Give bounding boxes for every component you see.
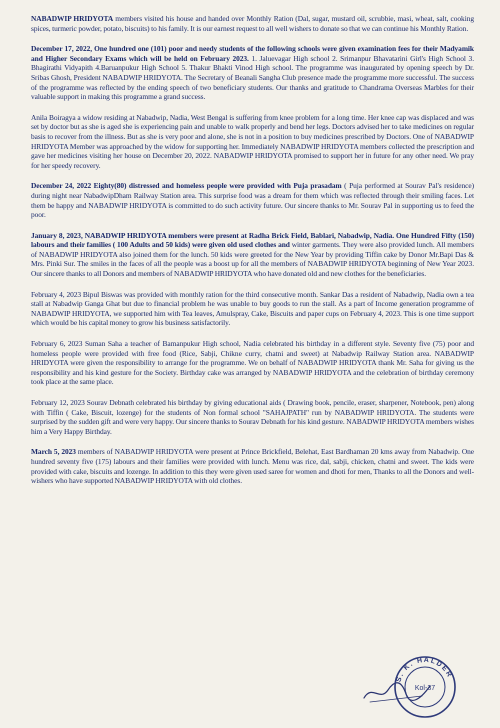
paragraph-body: members of NABADWIP HRIDYOTA were present at Prince Brickfield, Belehat, East Bardhaman 20 kms away from Nabadwip. One hundred seventy five (175) labours and their families were provided with lunch. Menu was rice, dal, sabji, chicken, chatni and sweet. The kids were provided with cake, biscuits and lozenge. In addition to this they were given used saree for women and dhoti for men, Thanks to all the Donors and well-wishers who have supported NABADWIP HRIDYOTA with old clothes.	[31, 447, 474, 486]
paragraph-puja-prasadam	[31, 181, 474, 219]
paragraph-body: 1. Jaluevagar High school 2. Srimanpur Bhavatarini Girl's High School 3. Bhagirathi Vidyapith 4.Baruanpukur High School 5. Thakur Bhakti Vinod High school. The programme was inaugurated by opening speech by Dr. Sribas Ghosh, President NABADWIP HRIDYOTA. The Secretary of Beanali Sangha Club presence made the programme more successful. The success of the programme was reflected by the ending speech of two beneficiary students. Our thanks and gratitude to Chandrama Overseas Marbles for their valuable support in making this programme a grand success.	[31, 53, 474, 102]
paragraph-body: members visited his house and handed over Monthly Ration (Dal, sugar, mustard oil, scrubbie, masi, wheat, salt, cooking spices, turmeric powder, potato, biscuits) to his family. It is our earnest request to all well wishers to donate so that we can continue his Monthly Ration.	[31, 14, 474, 33]
paragraph-lead: March 5, 2023	[31, 447, 76, 457]
paragraph-lead: January 8, 2023, NABADWIP HRIDYOTA members were present at Radha Brick Field, Bablari, Nabadwip, Nadia. One Hundred Fifty (150) labours and their families ( 100 Adults and 50 kids) were given old used clothes and	[31, 230, 474, 250]
stamp-ring-text: S. K. HALDER	[395, 656, 454, 683]
svg-text:S. K. HALDER	[395, 657, 453, 683]
paragraph-lead: December 24, 2022 Eighty(80) distressed and homeless people were provided with Puja prasadam	[31, 181, 342, 191]
paragraph-tea-stall	[31, 290, 474, 328]
paragraph-brick-field-clothes	[31, 231, 474, 279]
paragraph-prince-brickfield	[31, 447, 474, 485]
paragraph-birthday-food	[31, 339, 474, 387]
seal-stamp-icon	[393, 655, 457, 719]
paragraph-body: ( Puja performed at Sourav Pal's residence) during night near NabadwipDham Railway Station area. This surprise food was a dream for them which was reflected through their smiling faces. Let them be happy and NABADWIP HRIDYOTA is committed to do such activity future. Our sincere thanks to Mr. Sourav Pal in supporting us to feed the poor.	[31, 181, 474, 220]
paragraph-body: February 12, 2023 Sourav Debnath celebrated his birthday by giving educational aids ( Drawing book, pencile, eraser, sharpener, Notebook, pen) along with Tiffin ( Cake, Biscuit, lozenge) for the students of Non formal school "SAHAJPATH" run by NABADWIP HRIDYOTA. The students were surprised by the sudden gift and were very happy. Our sincere thanks to Sourav Debnath for his kind gesture. NABADWIP HRIDYOTA members wishes him a Very Happy Birthday.	[31, 398, 474, 436]
paragraph-body: Anila Boiragya a widow residing at Nabadwip, Nadia, West Bengal is suffering from knee problem for a long time. Her knee cap was displaced and was set by doctor but as she is aged she is experiencing pain and unable to walk properly and bend her legs. Doctors advised her to take medicines on regular basis to recover from the illness. But as she is very poor and alone, she is not in a position to buy medicines prescribed by Doctors. One of NABADWIP HRIDYOTA Member was approached by the widow for supporting her. Immediately NABADWIP HRIDYOTA members collected the prescription and gave her medicines visiting her house on December 20, 2022. NABADWIP HRIDYOTA promised to support her in future for any other need. We pray for her speedy recovery.	[31, 112, 474, 170]
paragraph-lead: December 17, 2022, One hundred one (101) poor and needy students of the following schools were given examination fees for their Madyamik and Higher Secondary Exams which will be held on February 2023.	[31, 44, 474, 63]
stamp-center-text: Kol-37	[414, 685, 436, 692]
paragraph-body: winter garments. They were also provided lunch. All members of NABADWIP HRIDYOTA also joined them for the lunch. 50 kids were greeted for the New Year by providing Tiffin cake by Donor Mr.Bapi Das & Mrs. Pinki Sur. The smiles in the faces of all the people was a boost up for all the members of NABADWIP HRIDYOTA beginning of New Year 2023. Our sincere thanks to all Donors and members of NABADWIP HRIDYOTA who have donated old and new clothes for the beneficiaries.	[31, 240, 474, 279]
paragraph-widow-medicines	[31, 113, 474, 171]
paragraph-body: February 4, 2023 Bipul Biswas was provided with monthly ration for the third consecutive month. Sankar Das a resident of Nabadwip, Nadia own a tea stall at Nabadwip Ganga Ghat but due to financial problem he was unable to buy goods to run the stall. As a part of Income generation programme of NABADWIP HRIDYOTA, we supported him with Tea leaves, Amulspray, Cake, Biscuits and paper cups on February 4, 2023. This is one time support which would be his capital money to grow his business satisfactorily.	[31, 289, 474, 328]
paragraph-educational-aids	[31, 398, 474, 436]
paragraph-exam-fees	[31, 44, 474, 102]
paragraph-ration	[31, 14, 474, 33]
paragraph-body: February 6, 2023 Suman Saha a teacher of Bamanpukur High school, Nadia celebrated his birthday in a different style. Seventy five (75) poor and homeless people were provided with free food (Rice, Sabji, Chikne curry, chatni and sweet) at Nabadwip Railway Station area. NABADWIP HRIDYOTA were given the responsibility to arrange for the programme. We on behalf of NABADWIP HRIDYOTA thank Mr. Saha for giving us the responsibility and his kind gesture for the Society. Birthday cake was arranged by NABADWIP HRIDYOTA and the celebration of birthday ceremony took place at the same place.	[31, 339, 474, 387]
paragraph-lead: NABADWIP HRIDYOTA	[31, 14, 114, 23]
